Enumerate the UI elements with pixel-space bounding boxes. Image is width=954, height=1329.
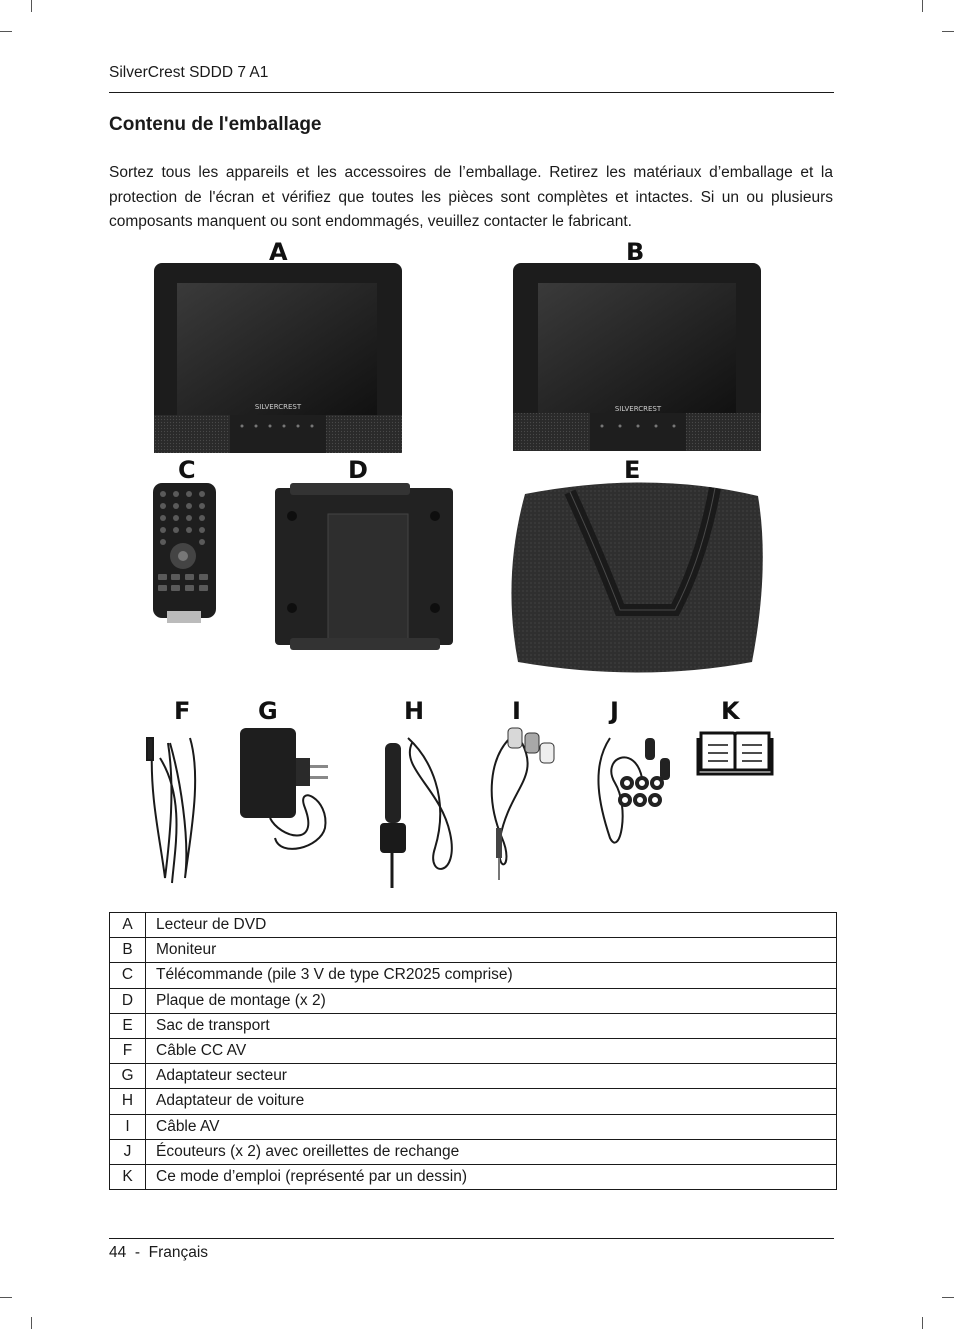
package-contents-figure — [130, 238, 830, 893]
carry-bag-image — [511, 482, 762, 672]
crop-mark — [0, 31, 12, 32]
section-title: Contenu de l'emballage — [109, 114, 322, 135]
part-description: Écouteurs (x 2) avec oreillettes de rechange — [146, 1139, 837, 1164]
part-description: Moniteur — [146, 938, 837, 963]
part-description: Télécommande (pile 3 V de type CR2025 comprise) — [146, 963, 837, 988]
car-adapter-image — [380, 738, 452, 888]
dvd-player-image — [154, 263, 402, 453]
figure-label-e: E — [624, 456, 641, 484]
mounting-plate-image — [275, 483, 453, 650]
brand-logo: SILVERCREST — [254, 403, 302, 411]
part-letter: E — [110, 1013, 146, 1038]
part-letter: K — [110, 1164, 146, 1189]
earphones-image — [598, 738, 670, 843]
dc-av-cable-image — [147, 738, 195, 883]
monitor-image — [513, 263, 761, 451]
brand-logo: SILVERCREST — [614, 405, 662, 413]
figure-label-b: B — [626, 238, 645, 266]
figure-label-j: J — [610, 697, 619, 725]
crop-mark — [0, 1297, 12, 1298]
crop-mark — [922, 1317, 923, 1329]
table-row — [110, 1139, 837, 1164]
table-row — [110, 938, 837, 963]
intro-paragraph: Sortez tous les appareils et les accessoires de l’emballage. Retirez les matériaux d’emballage et la protection de l'écran et vérifiez que toutes les pièces sont complètes et intactes. Si un ou plusieurs composants manquent ou sont endommagés, veuillez contacter le fabricant. — [109, 164, 833, 230]
table-row — [110, 1013, 837, 1038]
part-letter: D — [110, 988, 146, 1013]
part-letter: C — [110, 963, 146, 988]
header-rule — [109, 92, 834, 93]
figure-label-g: G — [258, 697, 278, 725]
part-description: Adaptateur de voiture — [146, 1089, 837, 1114]
figure-label-d: D — [348, 456, 368, 484]
part-letter: I — [110, 1114, 146, 1139]
av-cable-image — [492, 728, 554, 880]
figure-label-a: A — [269, 238, 288, 266]
table-row — [110, 1089, 837, 1114]
crop-mark — [942, 1297, 954, 1298]
footer-rule — [109, 1238, 834, 1239]
part-letter: A — [110, 913, 146, 938]
part-letter: H — [110, 1089, 146, 1114]
part-description: Câble CC AV — [146, 1038, 837, 1063]
table-row — [110, 1064, 837, 1089]
crop-mark — [922, 0, 923, 12]
part-description: Câble AV — [146, 1114, 837, 1139]
part-letter: G — [110, 1064, 146, 1089]
table-row — [110, 913, 837, 938]
power-adapter-image — [240, 728, 328, 849]
crop-mark — [31, 0, 32, 12]
manual-book-icon — [698, 733, 772, 774]
part-letter: B — [110, 938, 146, 963]
parts-table — [109, 912, 837, 1190]
part-description: Ce mode d’emploi (représenté par un dessin) — [146, 1164, 837, 1189]
figure-label-k: K — [721, 697, 740, 725]
table-row — [110, 1114, 837, 1139]
crop-mark — [942, 31, 954, 32]
part-description: Sac de transport — [146, 1013, 837, 1038]
table-row — [110, 1038, 837, 1063]
part-description: Lecteur de DVD — [146, 913, 837, 938]
figure-label-h: H — [404, 697, 425, 725]
page-footer: 44 - Français — [109, 1244, 209, 1261]
remote-control-image — [153, 483, 216, 623]
figure-label-c: C — [178, 456, 196, 484]
figure-label-i: I — [512, 697, 521, 725]
part-letter: F — [110, 1038, 146, 1063]
table-row — [110, 988, 837, 1013]
running-header: SilverCrest SDDD 7 A1 — [109, 64, 269, 81]
crop-mark — [31, 1317, 32, 1329]
package-contents-illustration — [130, 238, 830, 893]
part-letter: J — [110, 1139, 146, 1164]
part-description: Plaque de montage (x 2) — [146, 988, 837, 1013]
figure-label-f: F — [174, 697, 191, 725]
table-row — [110, 1164, 837, 1189]
table-row — [110, 963, 837, 988]
part-description: Adaptateur secteur — [146, 1064, 837, 1089]
